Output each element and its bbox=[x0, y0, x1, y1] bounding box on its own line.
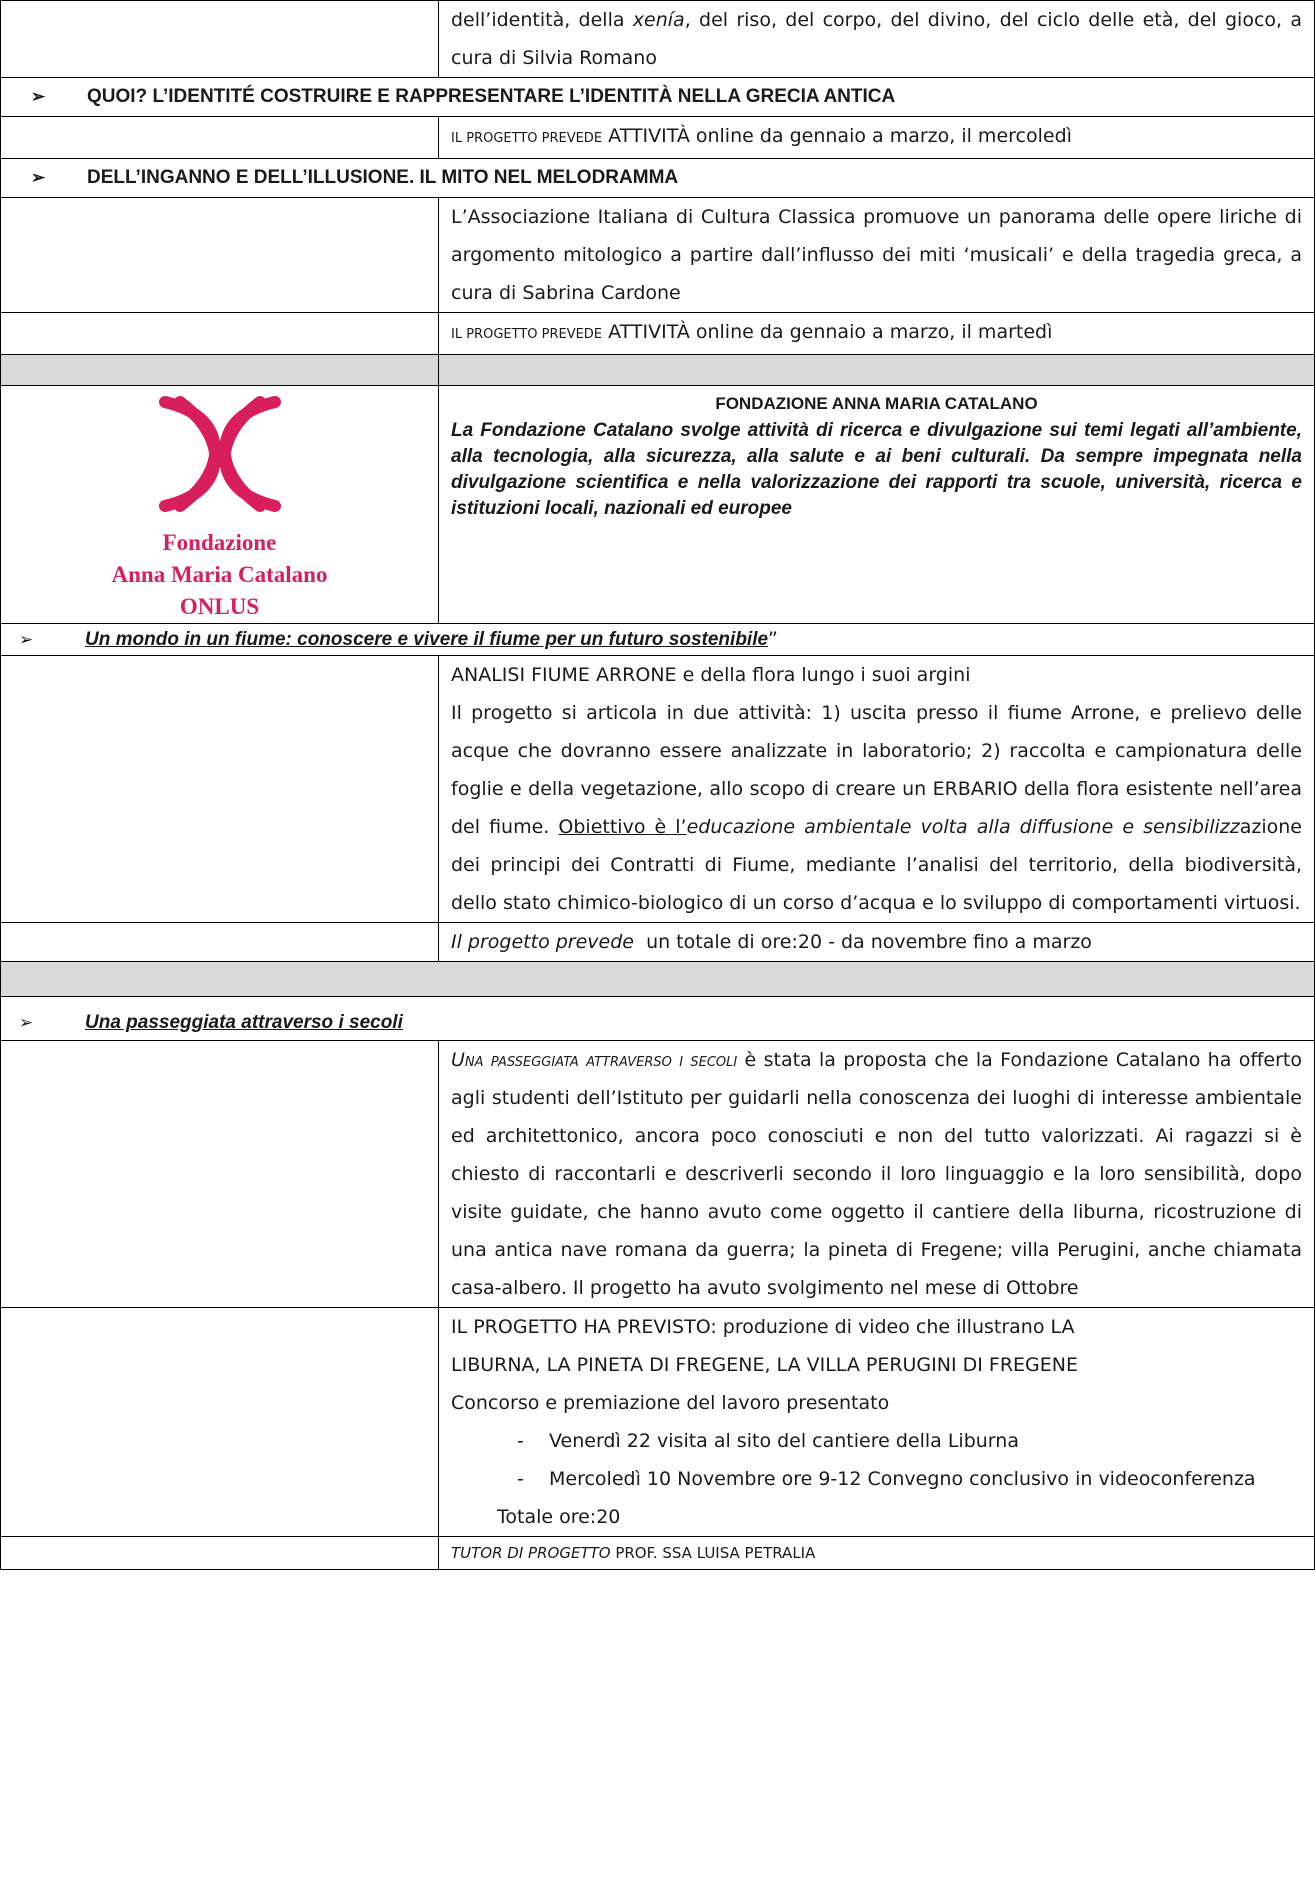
section-header-passeggiata bbox=[1, 997, 1315, 1041]
row-quoi-activity bbox=[1, 117, 1315, 159]
row-passeggiata-previsto bbox=[1, 1308, 1315, 1537]
previsto-line: IL PROGETTO HA PREVISTO: produzione di video che illustrano LA bbox=[451, 1316, 1075, 1338]
tutor-name: PROF. SSA LUISA PETRALIA bbox=[610, 1544, 816, 1562]
section-title-passeggiata: Una passeggiata attraverso i secoli bbox=[85, 1012, 403, 1033]
list-item: - Mercoledì 10 Novembre ore 9-12 Convegno conclusivo in videoconferenza bbox=[517, 1460, 1302, 1498]
text-underlined: Obiettivo è l’ bbox=[558, 816, 687, 838]
section-title-inganno: DELL’INGANNO E DELL’ILLUSIONE. IL MITO NEL MELODRAMMA bbox=[87, 167, 679, 188]
row-fondazione bbox=[1, 386, 1315, 624]
activity-prefix: IL PROGETTO PREVEDE bbox=[451, 327, 603, 342]
section-header-inganno bbox=[1, 159, 1315, 198]
separator-row bbox=[1, 355, 1315, 386]
separator-row bbox=[1, 962, 1315, 997]
tutor-label: TUTOR DI PROGETTO bbox=[451, 1544, 611, 1562]
list-item: - Venerdì 22 visita al sito del cantiere della Liburna bbox=[517, 1422, 1302, 1460]
activity-text: ATTIVITÀ online da gennaio a marzo, il martedì bbox=[602, 321, 1053, 343]
text-fragment: , del riso, del corpo, del divino, del ciclo delle età, del gioco, a cura di Silvia Romano bbox=[451, 9, 1302, 69]
row-identita-desc bbox=[1, 1, 1315, 78]
row-inganno-desc bbox=[1, 198, 1315, 313]
passeggiata-description: è stata la proposta che la Fondazione Catalano ha offerto agli studenti dell’Istituto per guidarli nella conoscenza dei luoghi di interesse ambientale ed architettonico, ancora poco conosciuti e non del tutto valorizzati. Ai ragazzi si è chiesto di raccontarli e descriverli secondo il loro linguaggio e la loro sensibilità, dopo visite guidate, che hanno avuto come oggetto il cantiere della liburna, ricostruzione di una antica nave romana da guerra; la pineta di Fregene; villa Perugini, anche chiamata casa-albero. Il progetto ha avuto svolgimento nel mese di Ottobre bbox=[451, 1049, 1302, 1299]
logo-line1: Fondazione bbox=[162, 530, 277, 555]
fiume-analysis-line: ANALISI FIUME ARRONE e della flora lungo i suoi argini bbox=[451, 664, 971, 686]
bullet-arrow-icon: ➢ bbox=[31, 87, 46, 106]
bullet-arrow-icon: ➢ bbox=[19, 1013, 34, 1033]
previsto-line: Concorso e premiazione del lavoro presentato bbox=[451, 1392, 890, 1414]
logo-line3: ONLUS bbox=[179, 594, 260, 619]
text-smallcaps-title: Una passeggiata attraverso i secoli bbox=[451, 1049, 738, 1071]
activity-prefix: IL PROGETTO PREVEDE bbox=[451, 131, 603, 146]
text-italic-xenia: xenía bbox=[632, 9, 685, 31]
section-header-quoi bbox=[1, 78, 1315, 117]
heading-quote: ” bbox=[768, 628, 778, 650]
bullet-arrow-icon: ➢ bbox=[31, 168, 46, 187]
section-title-fiume: Un mondo in un fiume: conoscere e vivere il fiume per un futuro sostenibile bbox=[85, 629, 769, 650]
fondazione-title: FONDAZIONE ANNA MARIA CATALANO bbox=[715, 394, 1038, 413]
butterfly-logo-icon bbox=[155, 394, 285, 514]
row-tutor bbox=[1, 1537, 1315, 1570]
fondazione-description: La Fondazione Catalano svolge attività di ricerca e divulgazione sui temi legati all’ambiente, alla tecnologia, alla sicurezza, alla salute e ai beni culturali. Da sempre impegnata nella divulgazione scientifica e nella valorizzazione dei rapporti tra scuole, università, ricerca e istituzioni locali, nazionali ed europee bbox=[451, 420, 1302, 519]
hours-text: un totale di ore:20 - da novembre fino a marzo bbox=[633, 931, 1092, 953]
text-fragment: azione dei principi dei Contratti di Fiume, mediante l’analisi del territorio, della biodiversità, dello stato chimico-biologico di un corso d’acqua e lo sviluppo di comportamenti virtuosi. bbox=[451, 816, 1303, 914]
row-fiume-desc bbox=[1, 656, 1315, 923]
row-fiume-hours bbox=[1, 923, 1315, 962]
section-title-quoi: QUOI? L’IDENTITÉ COSTRUIRE E RAPPRESENTARE L’IDENTITÀ NELLA GRECIA ANTICA bbox=[87, 86, 896, 107]
row-passeggiata-desc bbox=[1, 1041, 1315, 1308]
total-hours: Totale ore:20 bbox=[497, 1506, 621, 1528]
text-fragment: Il progetto si articola in due attività: 1) uscita presso il fiume Arrone, e prelievo delle acque che dovranno essere analizzate in laboratorio; 2) raccolta e campionatura delle foglie e della vegetazione, allo scopo di creare un ERBARIO della flora esistente nell’area del fiume. bbox=[451, 702, 1302, 838]
logo-line2: Anna Maria Catalano bbox=[111, 562, 328, 587]
text-italic: educazione ambientale volta alla diffusione e sensibilizz bbox=[686, 816, 1240, 838]
schedule-list bbox=[451, 1422, 1302, 1498]
activity-text: ATTIVITÀ online da gennaio a marzo, il mercoledì bbox=[602, 125, 1072, 147]
previsto-line: LIBURNA, LA PINETA DI FREGENE, LA VILLA PERUGINI DI FREGENE bbox=[451, 1354, 1078, 1376]
row-inganno-activity bbox=[1, 313, 1315, 355]
bullet-arrow-icon: ➢ bbox=[19, 630, 34, 650]
fondazione-logo bbox=[1, 386, 439, 624]
hours-prefix: Il progetto prevede bbox=[451, 931, 634, 953]
section-header-fiume bbox=[1, 624, 1315, 656]
inganno-description: L’Associazione Italiana di Cultura Classica promuove un panorama delle opere liriche di argomento mitologico a partire dall’influsso dei miti ‘musicali’ e della tragedia greca, a cura di Sabrina Cardone bbox=[439, 198, 1315, 313]
text-fragment: dell’identità, della bbox=[451, 9, 633, 31]
